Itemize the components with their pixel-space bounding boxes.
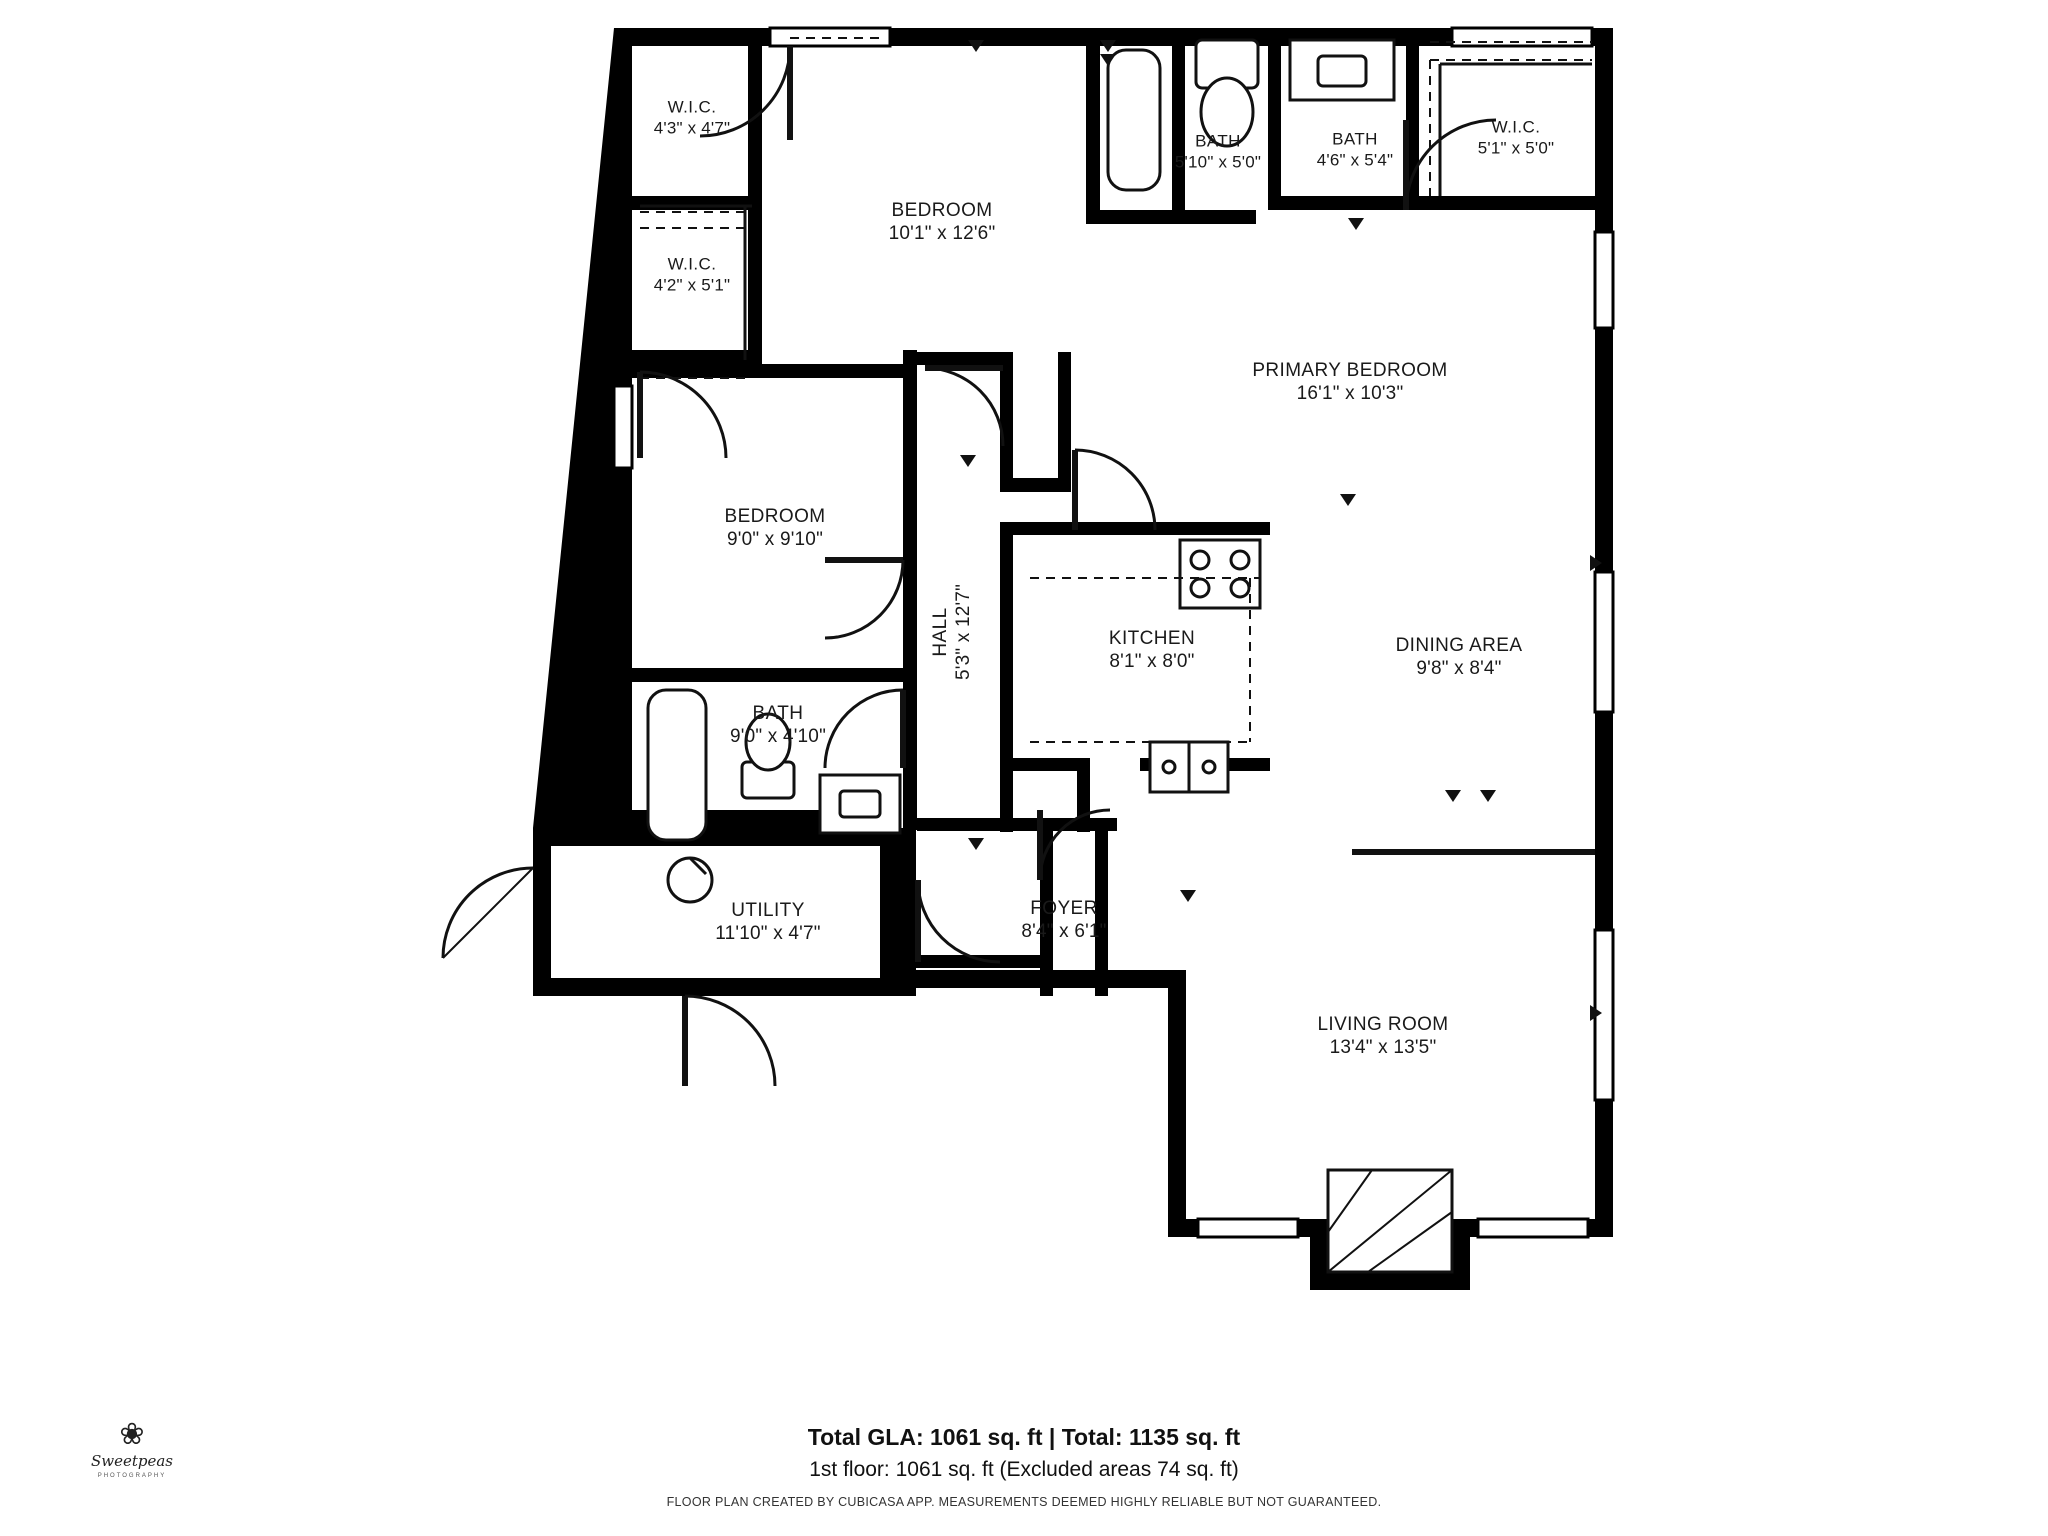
- room-name: UTILITY: [731, 899, 805, 921]
- logo-subtitle: PHOTOGRAPHY: [97, 1473, 167, 1479]
- room-name: DINING AREA: [1395, 634, 1523, 656]
- room-name: BEDROOM: [891, 199, 993, 221]
- room-dimensions: 11'10" x 4'7": [715, 923, 821, 944]
- room-dimensions: 8'4" x 6'1": [1021, 921, 1107, 942]
- room-dimensions: 5'3" x 12'7": [953, 583, 974, 681]
- footer-disclaimer: FLOOR PLAN CREATED BY CUBICASA APP. MEASUREMENTS DEEMED HIGHLY RELIABLE BUT NOT GUARANTEED.: [666, 1495, 1382, 1509]
- room-dimensions: 13'4" x 13'5": [1329, 1037, 1437, 1058]
- room-dimensions: 5'10" x 5'0": [1174, 152, 1262, 171]
- room-dimensions: 4'6" x 5'4": [1316, 150, 1394, 169]
- room-name: W.I.C.: [1491, 117, 1541, 137]
- room-name: W.I.C.: [667, 254, 717, 274]
- room-name: LIVING ROOM: [1317, 1013, 1449, 1035]
- room-name: FOYER: [1030, 897, 1098, 919]
- room-name: BATH: [1195, 131, 1241, 151]
- footer-breakdown: 1st floor: 1061 sq. ft (Excluded areas 74 sq. ft): [809, 1458, 1239, 1481]
- room-dimensions: 4'2" x 5'1": [653, 275, 731, 294]
- room-name: BATH: [752, 702, 804, 724]
- room-dimensions: 9'0" x 9'10": [726, 529, 824, 550]
- room-name: PRIMARY BEDROOM: [1252, 359, 1448, 381]
- footer-totals: Total GLA: 1061 sq. ft | Total: 1135 sq. ft: [807, 1424, 1241, 1450]
- room-dimensions: 5'1" x 5'0": [1477, 138, 1555, 157]
- room-name: BEDROOM: [724, 505, 826, 527]
- room-dimensions: 8'1" x 8'0": [1109, 651, 1195, 672]
- room-name: W.I.C.: [667, 97, 717, 117]
- photographer-logo: [72, 1420, 192, 1505]
- room-dimensions: 9'0" x 4'10": [729, 726, 827, 747]
- hearth: [1328, 1170, 1452, 1272]
- room-name: KITCHEN: [1108, 627, 1196, 649]
- flower-icon: ❀: [119, 1418, 145, 1451]
- room-dimensions: 10'1" x 12'6": [888, 223, 996, 244]
- room-dimensions: 16'1" x 10'3": [1296, 383, 1404, 404]
- room-dimensions: 9'8" x 8'4": [1416, 658, 1502, 679]
- room-dimensions: 4'3" x 4'7": [653, 118, 731, 137]
- room-name: BATH: [1332, 129, 1378, 149]
- logo-wordmark: Sweetpeas: [90, 1452, 174, 1470]
- floor-plan-walls: [533, 28, 1613, 1290]
- room-name: HALL: [929, 607, 951, 657]
